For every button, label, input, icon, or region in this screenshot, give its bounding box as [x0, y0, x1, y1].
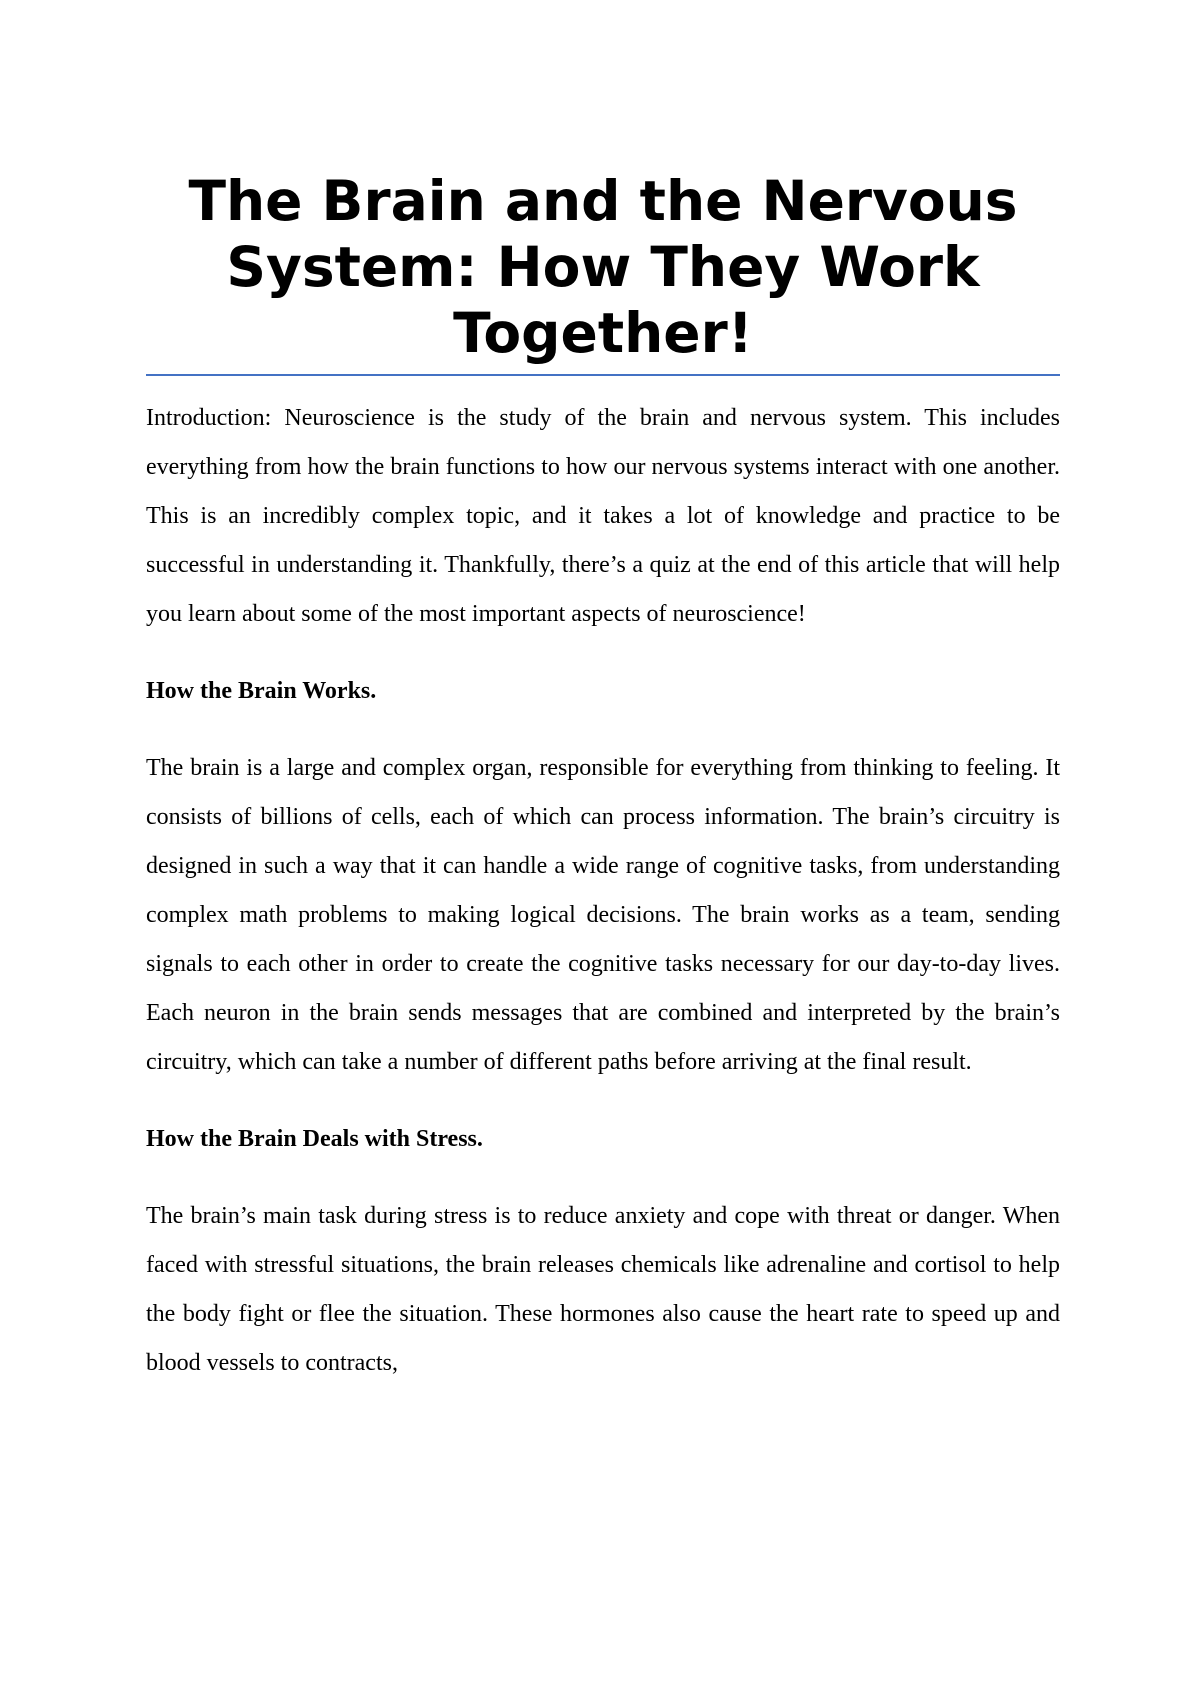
section-heading-brain-stress: How the Brain Deals with Stress.	[146, 1126, 483, 1152]
title-underline	[146, 374, 1060, 376]
document-title: The Brain and the Nervous System: How They Work Together!	[188, 169, 1018, 365]
document-content	[146, 168, 1060, 1416]
section-body-brain-stress: The brain’s main task during stress is to reduce anxiety and cope with threat or danger. When faced with stressful situations, the brain releases chemicals like adrenaline and cortisol to help the body fight or flee the situation. These hormones also cause the heart rate to speed up and blood vessels to contracts,	[146, 1203, 1060, 1376]
intro-paragraph: Introduction: Neuroscience is the study of the brain and nervous system. This includes everything from how the brain functions to how our nervous systems interact with one another. This is an incredibly complex topic, and it takes a lot of knowledge and practice to be successful in understanding it. Thankfully, there’s a quiz at the end of this article that will help you learn about some of the most important aspects of neuroscience!	[146, 405, 1060, 627]
section-heading-brain-works: How the Brain Works.	[146, 678, 377, 704]
section-body-brain-works: The brain is a large and complex organ, responsible for everything from thinking to feeling. It consists of billions of cells, each of which can process information. The brain’s circuitry is designed in such a way that it can handle a wide range of cognitive tasks, from understanding complex math problems to making logical decisions. The brain works as a team, sending signals to each other in order to create the cognitive tasks necessary for our day-to-day lives. Each neuron in the brain sends messages that are combined and interpreted by the brain’s circuitry, which can take a number of different paths before arriving at the final result.	[146, 755, 1060, 1075]
